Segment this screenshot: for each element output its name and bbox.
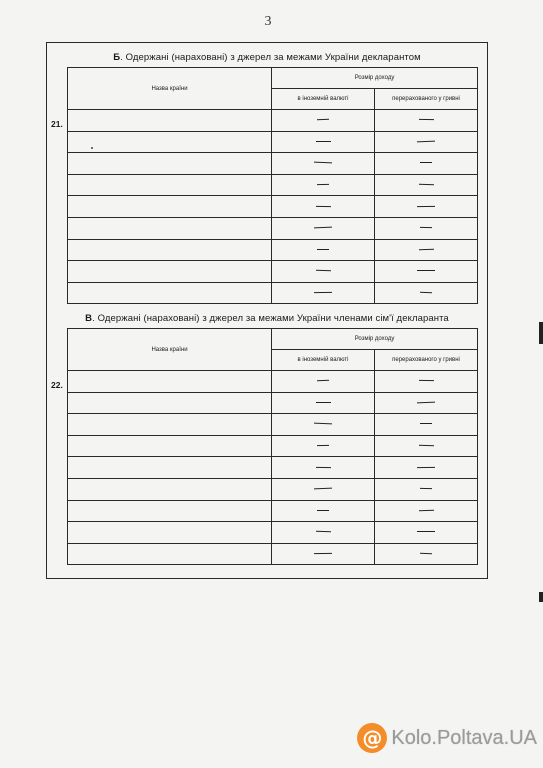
foreign-currency-cell	[272, 217, 375, 239]
country-cell	[68, 522, 272, 544]
table-row	[68, 217, 478, 239]
country-cell	[68, 457, 272, 479]
foreign-currency-cell	[272, 543, 375, 565]
row-number-22: 22.	[51, 380, 63, 390]
uah-cell	[375, 435, 478, 457]
uah-cell	[375, 478, 478, 500]
header-income-amount: Розмір доходу	[272, 68, 478, 89]
uah-cell	[375, 543, 478, 565]
table-row	[68, 261, 478, 283]
uah-cell	[375, 522, 478, 544]
country-cell	[68, 435, 272, 457]
country-cell	[68, 153, 272, 175]
country-cell	[68, 392, 272, 414]
foreign-currency-cell	[272, 371, 375, 393]
table-row	[68, 435, 478, 457]
dash-mark	[314, 423, 332, 425]
country-cell	[68, 174, 272, 196]
uah-cell	[375, 261, 478, 283]
table-row	[68, 110, 478, 132]
uah-cell	[375, 217, 478, 239]
country-cell	[68, 282, 272, 304]
header-country-name: Назва країни	[68, 68, 272, 110]
foreign-currency-cell	[272, 261, 375, 283]
table-row	[68, 500, 478, 522]
header-foreign-currency: в іноземній валюті	[272, 350, 375, 371]
dash-mark	[420, 553, 432, 554]
foreign-currency-cell	[272, 239, 375, 261]
country-cell	[68, 414, 272, 436]
uah-cell	[375, 371, 478, 393]
country-cell	[68, 478, 272, 500]
country-cell	[68, 500, 272, 522]
dash-mark	[417, 466, 435, 467]
table-row	[68, 478, 478, 500]
foreign-currency-cell	[272, 457, 375, 479]
header-foreign-currency: в іноземній валюті	[272, 89, 375, 110]
table-row	[68, 457, 478, 479]
uah-cell	[375, 196, 478, 218]
foreign-currency-cell	[272, 522, 375, 544]
dash-mark	[317, 119, 329, 120]
uah-cell	[375, 414, 478, 436]
foreign-income-table-family	[67, 328, 478, 565]
uah-cell	[375, 110, 478, 132]
foreign-currency-cell	[272, 282, 375, 304]
dash-mark	[317, 380, 329, 381]
uah-cell	[375, 457, 478, 479]
dash-mark	[418, 119, 433, 120]
dash-mark	[420, 227, 432, 228]
dash-mark	[315, 205, 330, 206]
dash-mark	[317, 184, 329, 185]
section-v-letter: В	[85, 313, 93, 324]
scan-edge-mark	[539, 592, 543, 602]
table-row	[68, 153, 478, 175]
table-row	[68, 174, 478, 196]
foreign-currency-cell	[272, 196, 375, 218]
section-v-title-text: . Одержані (нараховані) з джерел за межами України членами сім'ї декларанта	[92, 313, 449, 324]
table-row	[68, 414, 478, 436]
table-row	[68, 543, 478, 565]
country-cell	[68, 131, 272, 153]
country-cell	[68, 543, 272, 565]
foreign-currency-cell	[272, 435, 375, 457]
header-country-name: Назва країни	[68, 329, 272, 371]
table-row	[68, 196, 478, 218]
table-row	[68, 239, 478, 261]
dash-mark	[317, 249, 329, 250]
dash-mark	[315, 531, 330, 533]
table-row	[68, 371, 478, 393]
section-b-title-text: . Одержані (нараховані) з джерел за межами України декларантом	[120, 52, 421, 63]
uah-cell	[375, 131, 478, 153]
foreign-currency-cell	[272, 414, 375, 436]
dash-mark	[314, 162, 332, 164]
section-v-title	[47, 313, 487, 324]
uah-cell	[375, 282, 478, 304]
at-sign-icon: @	[357, 723, 387, 753]
dash-mark	[420, 162, 432, 163]
dash-mark	[418, 184, 433, 186]
dash-mark	[418, 445, 433, 447]
foreign-income-table-declarant	[67, 67, 478, 304]
dash-mark	[417, 205, 435, 206]
dash-mark	[316, 141, 331, 142]
table-row	[68, 131, 478, 153]
foreign-currency-cell	[272, 500, 375, 522]
scan-edge-mark	[539, 322, 543, 344]
country-cell	[68, 261, 272, 283]
uah-cell	[375, 153, 478, 175]
foreign-currency-cell	[272, 478, 375, 500]
dash-mark	[420, 423, 432, 424]
country-cell	[68, 110, 272, 132]
foreign-currency-cell	[272, 153, 375, 175]
foreign-currency-cell	[272, 392, 375, 414]
watermark-text: Kolo.Poltava.UA	[391, 726, 537, 749]
uah-cell	[375, 174, 478, 196]
dash-mark	[417, 401, 435, 403]
table-row	[68, 392, 478, 414]
dash-mark	[420, 292, 432, 293]
uah-cell	[375, 500, 478, 522]
foreign-currency-cell	[272, 110, 375, 132]
foreign-currency-cell	[272, 131, 375, 153]
page-number: 3	[264, 14, 272, 29]
dash-mark	[417, 270, 435, 271]
country-cell	[68, 371, 272, 393]
country-cell	[68, 217, 272, 239]
row-number-21: 21.	[51, 119, 63, 129]
section-b-letter: Б	[113, 52, 121, 63]
dash-mark	[317, 510, 329, 511]
scan-speck	[91, 147, 93, 149]
dash-mark	[315, 270, 330, 272]
dash-mark	[417, 140, 435, 142]
dash-mark	[417, 531, 435, 532]
uah-cell	[375, 392, 478, 414]
dash-mark	[314, 292, 332, 293]
dash-mark	[316, 402, 331, 403]
dash-mark	[317, 445, 329, 446]
uah-cell	[375, 239, 478, 261]
country-cell	[68, 239, 272, 261]
table-row	[68, 282, 478, 304]
header-income-amount: Розмір доходу	[272, 329, 478, 350]
country-cell	[68, 196, 272, 218]
declaration-frame	[46, 42, 488, 579]
site-watermark	[357, 718, 537, 758]
header-uah: перерахованого у гривні	[375, 350, 478, 371]
table-row	[68, 522, 478, 544]
dash-mark	[418, 249, 433, 251]
dash-mark	[418, 380, 433, 381]
dash-mark	[420, 488, 432, 489]
dash-mark	[314, 553, 332, 554]
header-uah: перерахованого у гривні	[375, 89, 478, 110]
dash-mark	[418, 510, 433, 512]
section-b-title	[47, 52, 487, 63]
foreign-currency-cell	[272, 174, 375, 196]
dash-mark	[315, 466, 330, 467]
dash-mark	[314, 227, 332, 229]
dash-mark	[314, 488, 332, 490]
